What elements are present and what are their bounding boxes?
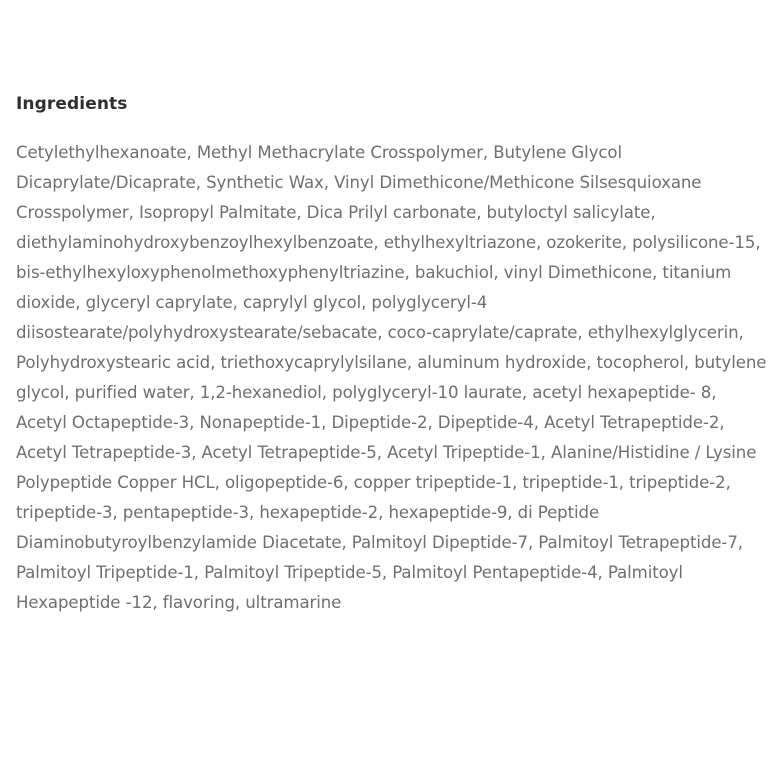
ingredients-heading: Ingredients (16, 94, 128, 114)
ingredients-list-text: Cetylethylhexanoate, Methyl Methacrylate Crosspolymer, Butylene Glycol Dicaprylate/Dicaprate, Synthetic Wax, Vinyl Dimethicone/Methicone Silsesquioxane Crosspolymer, Isopropyl Palmitate, Dica Prilyl carbonate, butyloctyl salicylate, diethylaminohydroxybenzoylhexylbenzoate, ethylhexyltriazone, ozokerite, polysilicone-15, bis-ethylhexyloxyphenolmethoxyphenyltriazine, bakuchiol, vinyl Dimethicone, titanium dioxide, glyceryl caprylate, caprylyl glycol, polyglyceryl-4 diisostearate/polyhydroxystearate/sebacate, coco-caprylate/caprate, ethylhexylglycerin, Polyhydroxystearic acid, triethoxycaprylylsilane, aluminum hydroxide, tocopherol, butylene glycol, purified water, 1,2-hexanediol, polyglyceryl-10 laurate, acetyl hexapeptide- 8, Acetyl Octapeptide-3, Nonapeptide-1, Dipeptide-2, Dipeptide-4, Acetyl Tetrapeptide-2, Acetyl Tetrapeptide-3, Acetyl Tetrapeptide-5, Acetyl Tripeptide-1, Alanine/Histidine / Lysine Polypeptide Copper HCL, oligopeptide-6, copper tripeptide-1, tripeptide-1, tripeptide-2, tripeptide-3, pentapeptide-3, hexapeptide-2, hexapeptide-9, di Peptide Diaminobutyroylbenzylamide Diacetate, Palmitoyl Dipeptide-7, Palmitoyl Tetrapeptide-7, Palmitoyl Tripeptide-1, Palmitoyl Tripeptide-5, Palmitoyl Pentapeptide-4, Palmitoyl Hexapeptide -12, flavoring, ultramarine (16, 143, 767, 612)
